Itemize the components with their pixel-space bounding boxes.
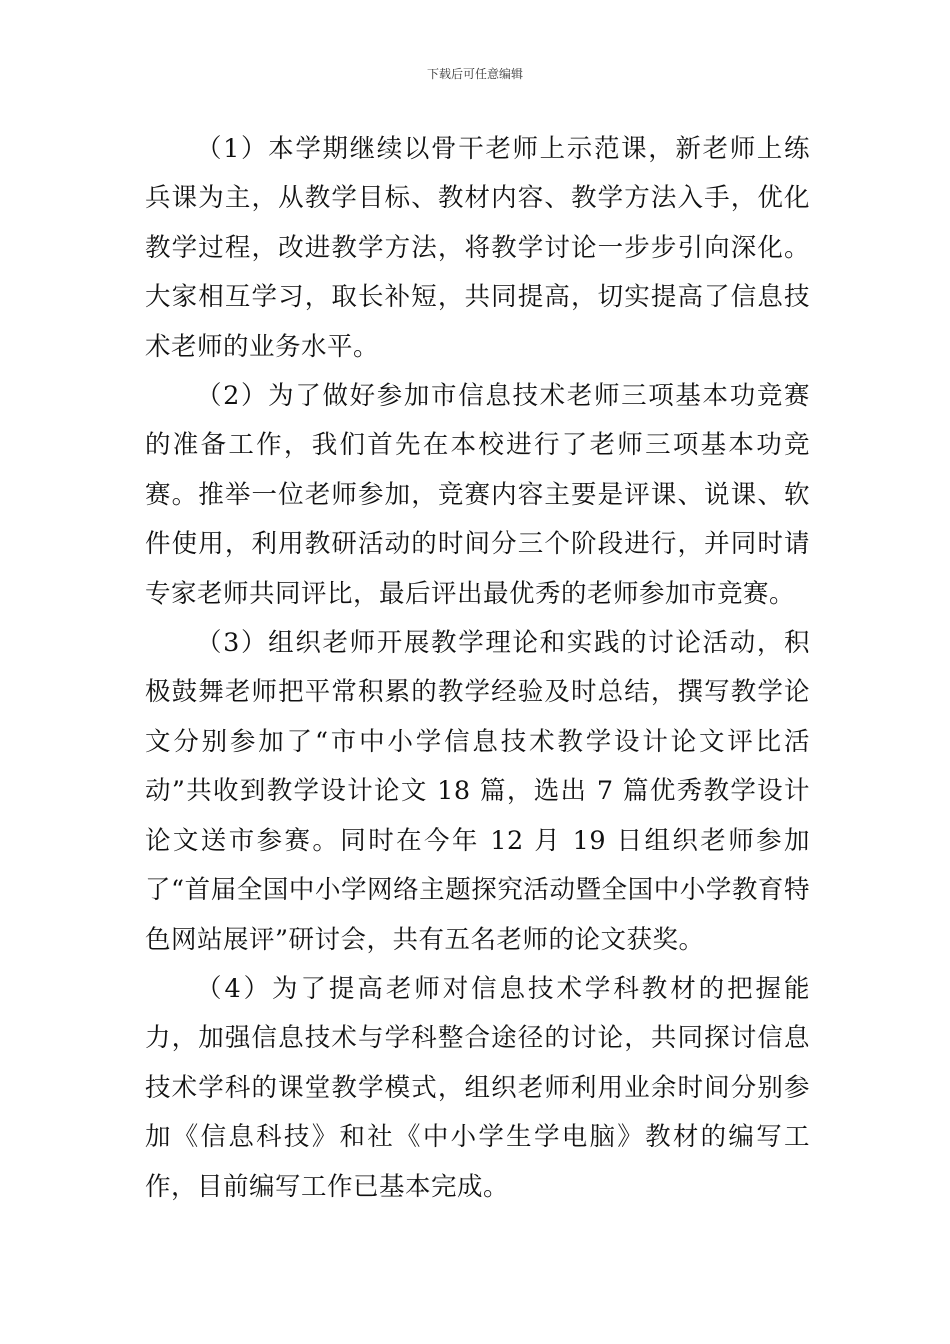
paragraph-1: （1）本学期继续以骨干老师上示范课，新老师上练兵课为主，从教学目标、教材内容、教学方法入手，优化教学过程，改进教学方法，将教学讨论一步步引向深化。大家相互学习，取长补短，共同提高，切实提高了信息技术老师的业务水平。 xyxy=(145,134,810,362)
paragraph-4: （4）为了提高老师对信息技术学科教材的把握能力，加强信息技术与学科整合途径的讨论，共同探讨信息技术学科的课堂教学模式，组织老师利用业余时间分别参加《信息科技》和社《中小学生学电脑》教材的编写工作，目前编写工作已基本完成。 xyxy=(145,973,810,1202)
page-header-note: 下载后可任意编辑 xyxy=(426,67,523,81)
paragraph-3: （3）组织老师开展教学理论和实践的讨论活动，积极鼓舞老师把平常积累的教学经验及时总结，撰写教学论文分别参加了“市中小学信息技术教学设计论文评比活动”共收到教学设计论文 18 篇，选出 7 篇优秀教学设计论文送市参赛。同时在今年 12 月 19 日组织老师参加了“首届全国中小学网络主题探究活动暨全国中小学教育特色网站展评”研讨会，共有五名老师的论文获奖。 xyxy=(145,628,810,955)
paragraph-2: （2）为了做好参加市信息技术老师三项基本功竞赛的准备工作，我们首先在本校进行了老师三项基本功竞赛。推举一位老师参加，竞赛内容主要是评课、说课、软件使用，利用教研活动的时间分三个阶段进行，并同时请专家老师共同评比，最后评出最优秀的老师参加市竞赛。 xyxy=(145,381,810,609)
document-body xyxy=(145,125,810,1212)
